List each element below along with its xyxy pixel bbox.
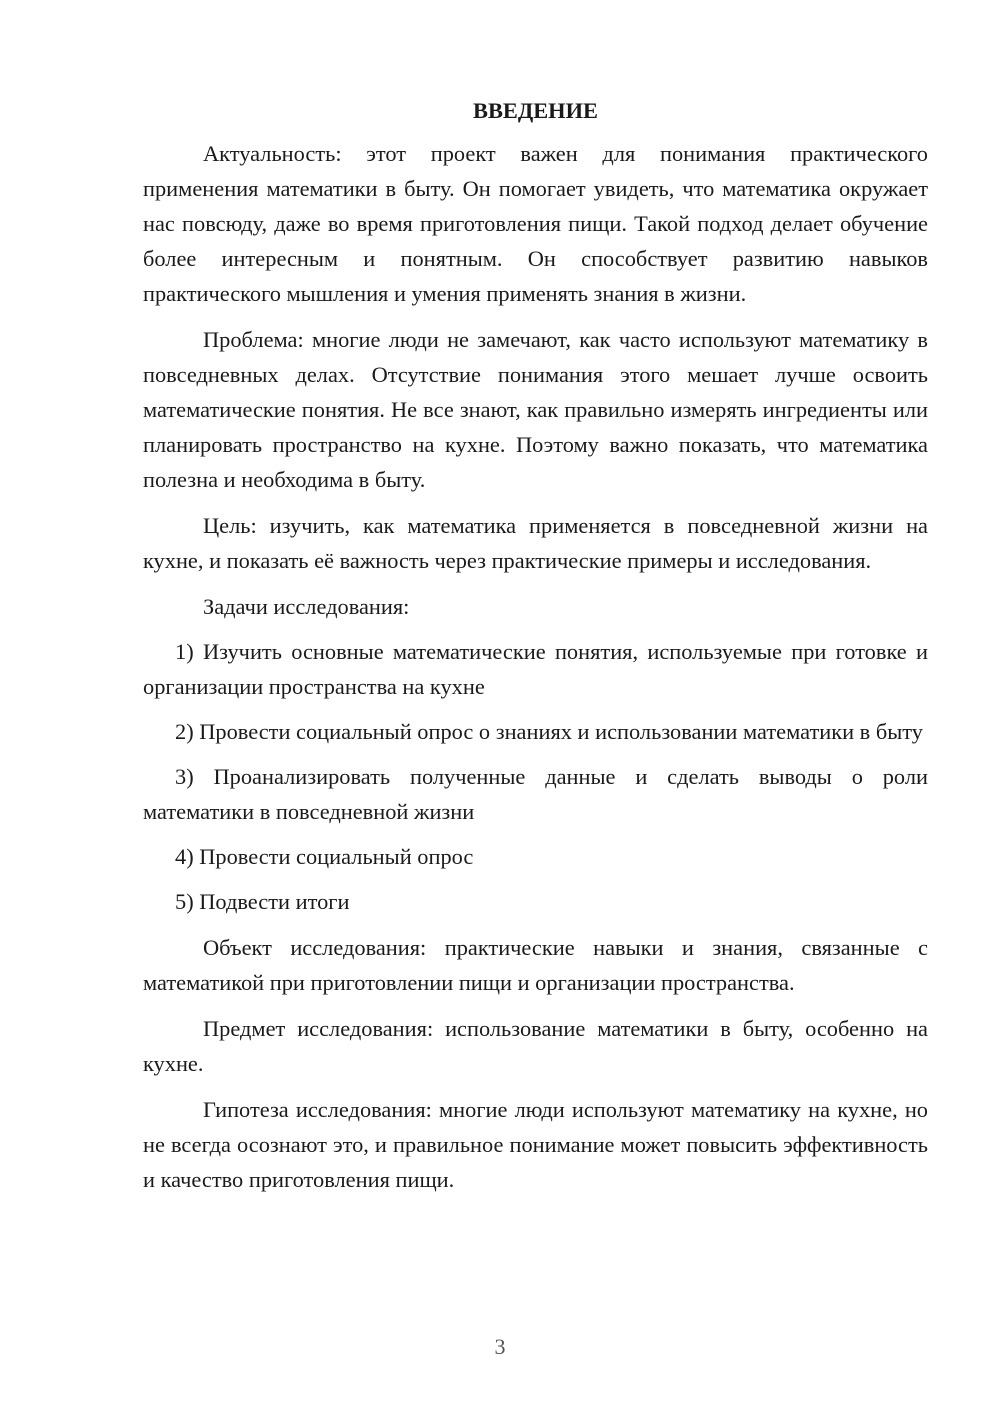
tasks-list — [143, 634, 928, 919]
list-item: 1) Изучить основные математические понятия, используемые при готовке и организации пространства на кухне — [143, 639, 928, 699]
paragraph-hypothesis: Гипотеза исследования: многие люди используют математику на кухне, но не всегда осознают это, и правильное понимание может повысить эффективность и качество приготовления пищи. — [143, 1097, 928, 1192]
list-item: 4) Провести социальный опрос — [175, 844, 474, 869]
paragraph-subject: Предмет исследования: использование математики в быту, особенно на кухне. — [143, 1016, 928, 1076]
list-item: 3) Проанализировать полученные данные и сделать выводы о роли математики в повседневной жизни — [143, 764, 928, 824]
paragraph-relevance: Актуальность: этот проект важен для понимания практического применения математики в быту. Он помогает увидеть, что математика окружает нас повсюду, даже во время приготовления пищи. Такой подход делает обучение более интересным и понятным. Он способствует развитию навыков практического мышления и умения применять знания в жизни. — [143, 141, 928, 306]
list-item: 5) Подвести итоги — [175, 889, 350, 914]
list-item: 2) Провести социальный опрос о знаниях и использовании математики в быту — [175, 719, 923, 744]
paragraph-object: Объект исследования: практические навыки и знания, связанные с математикой при приготовлении пищи и организации пространства. — [143, 935, 928, 995]
paragraph-goal: Цель: изучить, как математика применяется в повседневной жизни на кухне, и показать её важность через практические примеры и исследования. — [143, 513, 928, 573]
paragraph-problem: Проблема: многие люди не замечают, как часто используют математику в повседневных делах. Отсутствие понимания этого мешает лучше освоить математические понятия. Не все знают, как правильно измерять ингредиенты или планировать пространство на кухне. Поэтому важно показать, что математика полезна и необходима в быту. — [143, 327, 928, 492]
page-title: ВВЕДЕНИЕ — [473, 98, 598, 123]
document-page — [143, 96, 928, 1197]
tasks-heading: Задачи исследования: — [203, 594, 410, 619]
page-number: 3 — [494, 1334, 506, 1359]
